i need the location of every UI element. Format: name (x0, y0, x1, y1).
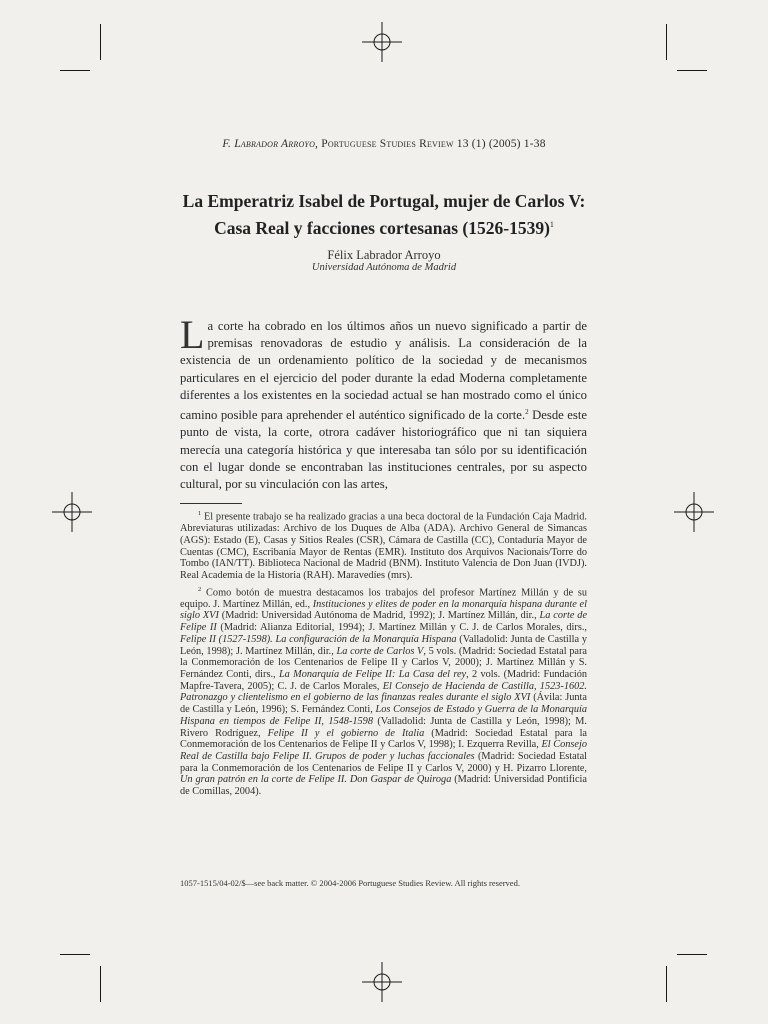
cited-title: Instituciones y elites de poder en la monarquía hispana durante el siglo XVI (180, 598, 587, 622)
cited-title: Los Consejos de Estado y Guerra de la Monarquía Hispana en tiempos de Felipe II, 1548-1598 (180, 704, 587, 727)
title-line (120, 213, 648, 240)
footnote-text: , 2 vols. (Madrid: Fundación Mapfre-Tavera, 2005); C. J. de Carlos Morales, (180, 668, 587, 692)
running-head-citation: 13 (1) (2005) 1-38 (456, 138, 546, 150)
crop-mark (666, 24, 667, 60)
drop-cap: L (180, 312, 205, 357)
article-title (120, 190, 648, 240)
footnote-rule (180, 503, 242, 504)
author-name: Félix Labrador Arroyo (327, 248, 441, 262)
cited-title: La corte de Carlos V (336, 645, 424, 657)
registration-mark-icon (362, 962, 402, 1002)
crop-mark (60, 954, 90, 955)
body-text-b: Desde este punto de vista, la corte, otrora cadáver historiográfico que ni tan siquiera merecía una categoría histórica y que interesaba tan sólo por su identificación con el lugar donde se encontraban las instituciones centrales, por su aspecto cultural, por su vinculación con las artes, (180, 408, 587, 492)
footnote (180, 508, 587, 582)
crop-mark (100, 24, 101, 60)
running-head-journal: Portuguese Studies Review (321, 138, 454, 150)
footnote-number: 2 (198, 585, 202, 593)
registration-mark-icon (362, 22, 402, 62)
footnote-text: Como botón de muestra destacamos los trabajos del profesor Martínez Millán y de su equipo. J. Martínez Millán, ed., (180, 587, 587, 610)
footnotes (180, 508, 587, 798)
footnote-number: 1 (198, 510, 202, 517)
title-line-text: Casa Real y facciones cortesanas (1526-1539) (214, 217, 550, 238)
crop-mark (677, 954, 707, 955)
footnote (180, 584, 587, 798)
footnote-text: (Madrid: Universidad Pontificia de Comillas, 2004). (180, 774, 587, 798)
cited-title: El Consejo Real de Castilla bajo Felipe II. Grupos de poder y luchas faccionales (180, 739, 587, 762)
crop-mark (60, 70, 90, 71)
footnote-text: (Ávila: Junta de Castilla y León, 1996); S. Fernández Conti, (180, 692, 587, 716)
footnote-text: (Madrid: Sociedad Estatal para la Conmemoración de los Centenarios de Felipe II y Carlos V, 2000) y H. Pizarro Llorente, (180, 750, 587, 774)
footnote-text: (Madrid: Alianza Editorial, 1994); J. Martínez Millán y C. J. de Carlos Morales, dirs., (216, 622, 588, 634)
footnote-text: (Valladolid: Junta de Castilla y León, 1998); M. Rivero Rodríguez, (180, 715, 587, 739)
footnote-text: (Madrid: Universidad Autónoma de Madrid, 1992); J. Martínez Millán, dir., (218, 610, 540, 622)
cited-title: Felipe II (1527-1598). La configuración de la Monarquía Hispana (180, 633, 457, 645)
title-line: La Emperatriz Isabel de Portugal, mujer de Carlos V: (182, 191, 586, 211)
cited-title: Felipe II y el gobierno de Italia (267, 727, 425, 739)
footnote-marker[interactable]: 2 (525, 408, 529, 417)
footnote-text: El presente trabajo se ha realizado gracias a una beca doctoral de la Fundación Caja Madrid. Abreviaturas utilizadas: Archivo de los Duques de Alba (ADA). Archivo General de Simancas (AGS): Estado (E), Casas y Sitios Reales (CSR), Cámara de Castilla (CC), Contaduría Mayor de Cuentas (CMC), Escribanía Mayor de Rentas (EMR). Instituto dos Arquivos Nacionais/Torre do Tombo (IAN/TT). Biblioteca Nacional de Madrid (BNM). Instituto Valencia de Don Juan (IVDJ). Real Academia de la Historia (RAH). Maravedíes (mrs). (180, 511, 587, 581)
footnote-text: (Madrid: Sociedad Estatal para la Conmemoración de los Centenarios de Felipe II y Carlos V, 1998); I. Ezquerra Revilla, (180, 727, 588, 751)
cited-title: La Monarquía de Felipe II: La Casa del rey (278, 668, 467, 680)
body-text-a: a corte ha cobrado en los últimos años un nuevo significado a partir de premisas renovadoras de estudio y análisis. La consideración de la existencia de un ordenamiento político de la sociedad y de mecanismos particulares en el ejercicio del poder durante la edad Moderna completamente diferentes a los existentes en la sociedad actual se han mostrado como el único camino posible para aprehender el auténtico significado de la corte. (180, 319, 587, 423)
crop-mark (100, 966, 101, 1002)
crop-mark (677, 70, 707, 71)
running-head (0, 138, 768, 150)
footnote-marker[interactable]: 1 (549, 220, 554, 229)
footnote-text: , 5 vols. (Madrid: Sociedad Estatal para la Conmemoración de los Centenarios de Felipe II y Carlos V, 2000); J. Martínez Millán y S. Fernández Conti, dirs., (180, 645, 587, 680)
running-head-author: F. Labrador Arroyo, (222, 138, 319, 150)
author-affiliation: Universidad Autónoma de Madrid (311, 262, 457, 273)
registration-mark-icon (52, 492, 92, 532)
body-paragraph (180, 312, 587, 493)
cited-title: Un gran patrón en la corte de Felipe II. Don Gaspar de Quiroga (180, 774, 452, 786)
cited-title: La corte de Felipe II (180, 610, 588, 634)
registration-mark-icon (674, 492, 714, 532)
crop-mark (666, 966, 667, 1002)
copyright-line: 1057-1515/04-02/$—see back matter. © 2004-2006 Portuguese Studies Review. All rights reserved. (180, 878, 520, 888)
footnote-text: (Valladolid: Junta de Castilla y León, 1998); J. Martínez Millán, dir., (180, 633, 587, 657)
cited-title: El Consejo de Hacienda de Castilla, 1523-1602. Patronazgo y clientelismo en el gobierno de las finanzas reales durante el siglo XVI (180, 680, 587, 704)
